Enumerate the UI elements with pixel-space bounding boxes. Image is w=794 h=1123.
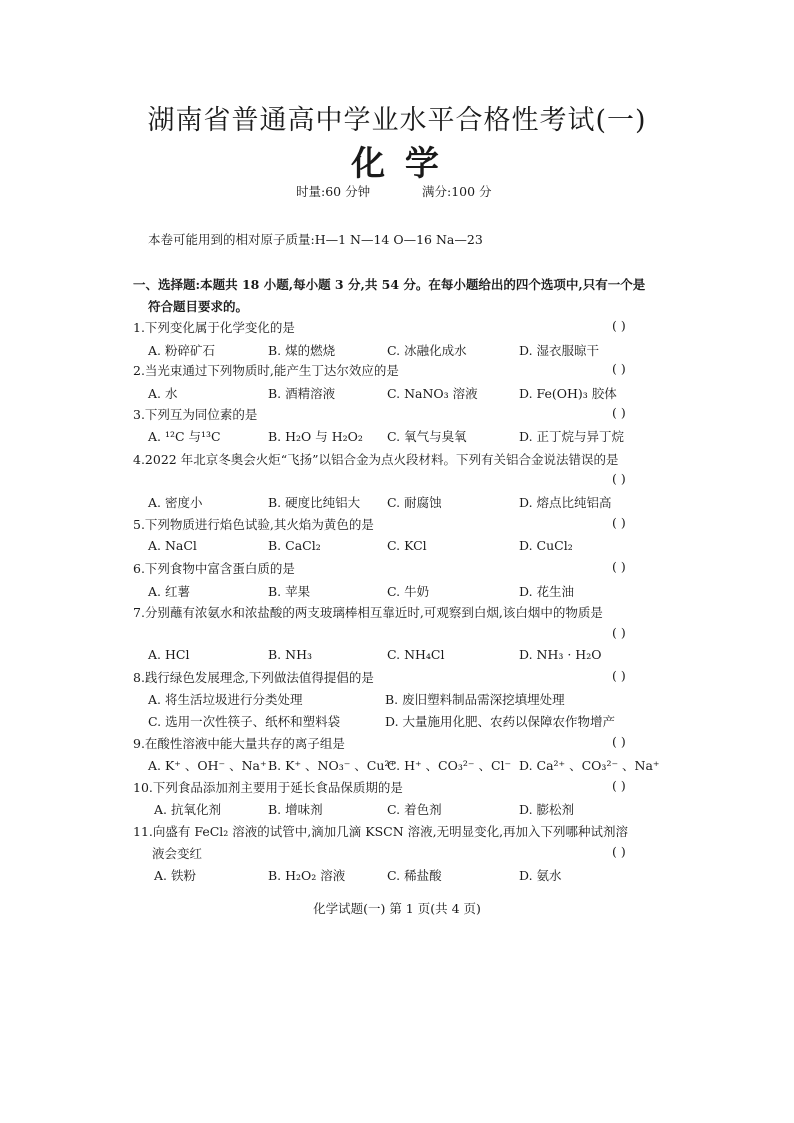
question-stem: 11.向盛有 FeCl₂ 溶液的试管中,滴加几滴 KSCN 溶液,无明显变化,再加入下列哪种试剂溶	[133, 824, 629, 839]
full-score: 满分:100 分	[422, 184, 492, 199]
page-footer: 化学试题(一) 第 1 页(共 4 页)	[313, 901, 481, 916]
option-d: D. 膨松剂	[519, 802, 575, 817]
answer-paren: ( )	[612, 318, 626, 333]
option-a: A. K⁺ 、OH⁻ 、Na⁺	[148, 758, 267, 773]
option-d: D. 大量施用化肥、农药以保障农作物增产	[385, 714, 616, 729]
option-a: A. 水	[148, 386, 178, 401]
question-stem: 2.当光束通过下列物质时,能产生丁达尔效应的是	[133, 363, 399, 378]
option-d: D. 湿衣服晾干	[519, 343, 600, 358]
question-stem: 1.下列变化属于化学变化的是	[133, 320, 295, 335]
option-c: C. NaNO₃ 溶液	[387, 386, 478, 401]
option-d: D. Fe(OH)₃ 胶体	[519, 386, 617, 401]
option-d: D. 熔点比纯铝高	[519, 495, 612, 510]
option-c: C. 氧气与臭氧	[387, 429, 467, 444]
option-b: B. H₂O 与 H₂O₂	[268, 429, 363, 444]
question-stem: 6.下列食物中富含蛋白质的是	[133, 561, 295, 576]
option-d: D. NH₃ · H₂O	[519, 647, 602, 662]
option-b: B. 酒精溶液	[268, 386, 336, 401]
answer-paren: ( )	[612, 668, 626, 683]
question-stem: 3.下列互为同位素的是	[133, 407, 258, 422]
question-stem: 8.践行绿色发展理念,下列做法值得提倡的是	[133, 670, 374, 685]
option-a: A. HCl	[148, 647, 190, 662]
question-stem: 9.在酸性溶液中能大量共存的离子组是	[133, 736, 345, 751]
section-line-2: 符合题目要求的。	[148, 299, 249, 314]
question-stem-continued: 液会变红	[152, 846, 203, 861]
option-c: C. NH₄Cl	[387, 647, 445, 662]
option-a: A. 铁粉	[154, 868, 196, 883]
atomic-masses: 本卷可能用到的相对原子质量:H—1 N—14 O—16 Na—23	[148, 232, 483, 247]
option-a: A. NaCl	[148, 538, 197, 553]
section-line-1: 一、选择题:本题共 18 小题,每小题 3 分,共 54 分。在每小题给出的四个选项中,只有一个是	[133, 277, 646, 292]
option-b: B. NH₃	[268, 647, 312, 662]
option-b: B. CaCl₂	[268, 538, 321, 553]
question-stem: 5.下列物质进行焰色试验,其火焰为黄色的是	[133, 517, 374, 532]
answer-paren: ( )	[612, 625, 626, 640]
option-c: C. 着色剂	[387, 802, 442, 817]
option-b: B. 苹果	[268, 584, 311, 599]
option-a: A. ¹²C 与¹³C	[148, 429, 221, 444]
option-a: A. 抗氧化剂	[154, 802, 221, 817]
option-c: C. 稀盐酸	[387, 868, 442, 883]
answer-paren: ( )	[612, 778, 626, 793]
option-a: A. 红薯	[148, 584, 190, 599]
time-limit: 时量:60 分钟	[296, 184, 371, 199]
answer-paren: ( )	[612, 734, 626, 749]
option-b: B. K⁺ 、NO₃⁻ 、Cu²⁺	[268, 758, 397, 773]
answer-paren: ( )	[612, 559, 626, 574]
option-a: A. 粉碎矿石	[148, 343, 215, 358]
option-b: B. 煤的燃烧	[268, 343, 336, 358]
answer-paren: ( )	[612, 405, 626, 420]
option-d: D. Ca²⁺ 、CO₃²⁻ 、Na⁺	[519, 758, 660, 773]
option-a: A. 密度小	[148, 495, 203, 510]
option-b: B. 废旧塑料制品需深挖填埋处理	[385, 692, 565, 707]
question-stem: 4.2022 年北京冬奥会火炬“飞扬”以铝合金为点火段材料。下列有关铝合金说法错误的是	[133, 452, 619, 467]
option-a: A. 将生活垃圾进行分类处理	[148, 692, 303, 707]
option-b: B. H₂O₂ 溶液	[268, 868, 346, 883]
option-c: C. H⁺ 、CO₃²⁻ 、Cl⁻	[387, 758, 512, 773]
answer-paren: ( )	[612, 471, 626, 486]
subject-title: 化 学	[351, 144, 443, 184]
answer-paren: ( )	[612, 361, 626, 376]
option-c: C. 耐腐蚀	[387, 495, 442, 510]
question-stem: 7.分别蘸有浓氨水和浓盐酸的两支玻璃棒相互靠近时,可观察到白烟,该白烟中的物质是	[133, 605, 603, 620]
option-d: D. 氨水	[519, 868, 562, 883]
option-c: C. 冰融化成水	[387, 343, 467, 358]
exam-title: 湖南省普通高中学业水平合格性考试(一)	[147, 105, 647, 136]
option-c: C. KCl	[387, 538, 427, 553]
option-d: D. 花生油	[519, 584, 575, 599]
section-instructions	[133, 274, 658, 318]
option-d: D. 正丁烷与异丁烷	[519, 429, 625, 444]
answer-paren: ( )	[612, 844, 626, 859]
option-c: C. 选用一次性筷子、纸杯和塑料袋	[148, 714, 341, 729]
option-c: C. 牛奶	[387, 584, 430, 599]
option-d: D. CuCl₂	[519, 538, 573, 553]
option-b: B. 增味剂	[268, 802, 323, 817]
question-stem: 10.下列食品添加剂主要用于延长食品保质期的是	[133, 780, 403, 795]
option-b: B. 硬度比纯铝大	[268, 495, 361, 510]
answer-paren: ( )	[612, 515, 626, 530]
